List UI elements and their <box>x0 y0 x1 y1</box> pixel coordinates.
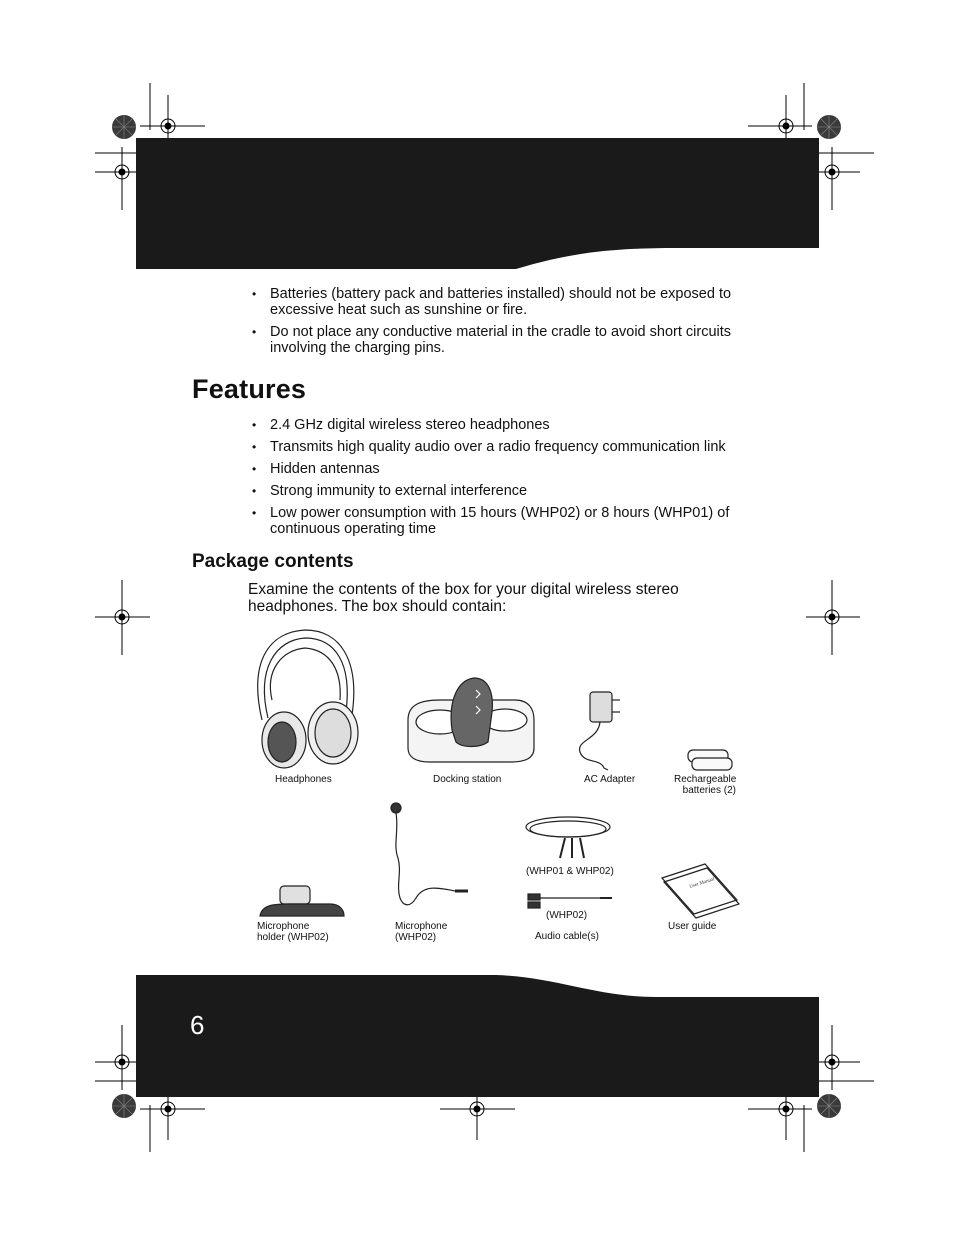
microphone-illustration <box>391 803 468 905</box>
ac-adapter-illustration <box>580 692 620 770</box>
package-contents-heading: Package contents <box>192 551 354 572</box>
feature-item: • 2.4 GHz digital wireless stereo headphones <box>252 417 742 433</box>
manual-cover-text: User Manual <box>689 877 716 890</box>
audio-cable-illustration <box>526 817 612 908</box>
page-number: 6 <box>190 1010 205 1040</box>
caption-mic-holder-line1: Microphone <box>257 921 310 932</box>
caption-cable-whp02: (WHP02) <box>546 910 588 921</box>
caption-cable-whp01-whp02: (WHP01 & WHP02) <box>526 866 614 877</box>
docking-station-illustration <box>408 678 534 762</box>
safety-bullet: • Do not place any conductive material in the cradle to avoid short circuits involving the charging pins. <box>252 324 742 356</box>
caption-headphones: Headphones <box>275 774 332 785</box>
caption-user-guide: User guide <box>668 921 717 932</box>
feature-item: • Transmits high quality audio over a radio frequency communication link <box>252 439 742 455</box>
feature-item: • Hidden antennas <box>252 461 742 477</box>
safety-bullet: • Batteries (battery pack and batteries installed) should not be exposed to excessive heat such as sunshine or fire. <box>252 286 742 318</box>
caption-microphone-line2: (WHP02) <box>395 932 437 943</box>
rechargeable-batteries-illustration <box>688 750 732 770</box>
caption-docking-station: Docking station <box>433 774 502 785</box>
caption-audio-cables: Audio cable(s) <box>535 931 599 942</box>
caption-batteries <box>674 774 736 796</box>
caption-microphone-holder <box>257 921 329 943</box>
user-guide-illustration <box>662 864 739 918</box>
caption-microphone <box>395 921 447 943</box>
feature-item: • Strong immunity to external interference <box>252 483 742 499</box>
microphone-holder-illustration <box>260 886 344 916</box>
caption-ac-adapter: AC Adapter <box>584 774 636 785</box>
feature-item: • Low power consumption with 15 hours (WHP02) or 8 hours (WHP01) of continuous operating time <box>252 505 740 537</box>
features-heading: Features <box>192 374 307 404</box>
headphones-illustration <box>258 630 358 768</box>
caption-batteries-line2: batteries (2) <box>682 785 736 796</box>
caption-batteries-line1: Rechargeable <box>674 774 737 785</box>
package-intro: Examine the contents of the box for your digital wireless stereo headphones. The box should contain: <box>248 581 679 615</box>
caption-mic-holder-line2: holder (WHP02) <box>257 932 329 943</box>
caption-microphone-line1: Microphone <box>395 921 448 932</box>
